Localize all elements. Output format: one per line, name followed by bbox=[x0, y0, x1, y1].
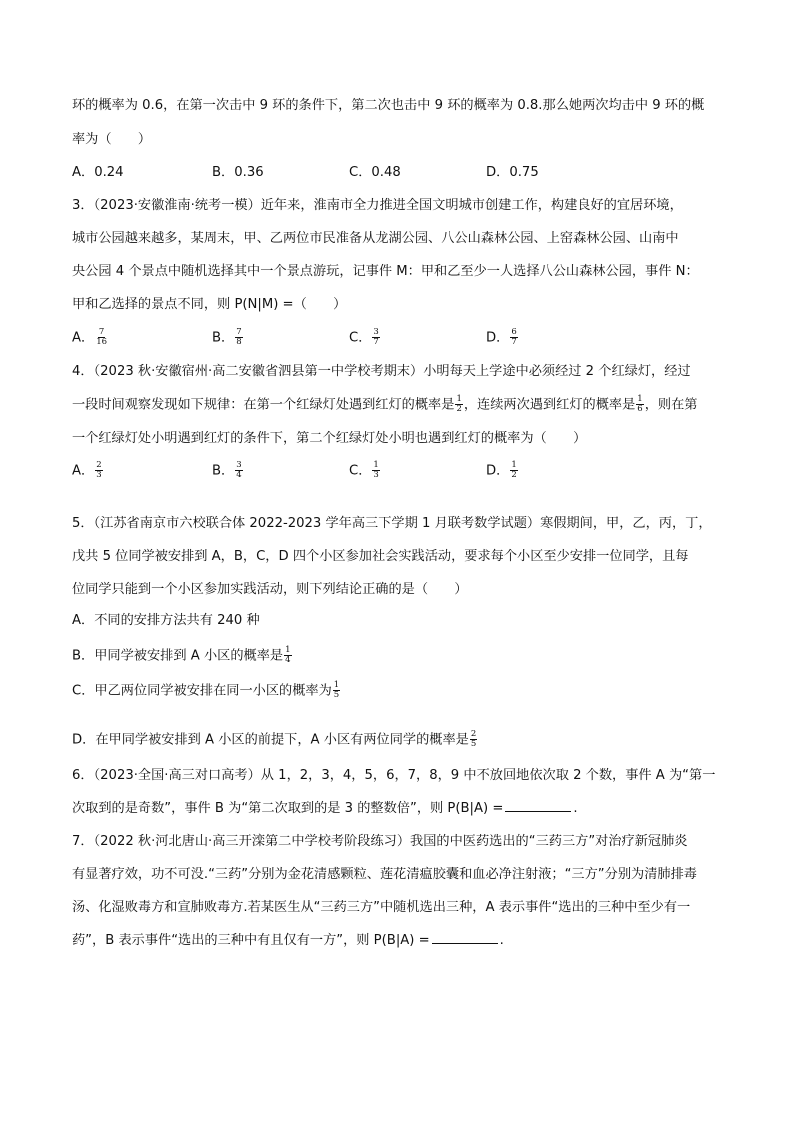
option-label: D． bbox=[486, 463, 510, 479]
option-label: A． bbox=[72, 463, 95, 479]
q5-option-b-text: B．甲同学被安排到 A 小区的概率是 bbox=[72, 648, 284, 664]
q6-text: 次取到的是奇数”，事件 B 为“第二次取到的是 3 的整数倍”，则 P(B|A) = bbox=[72, 801, 504, 816]
q7-text: 药”，B 表示事件“选出的三种中有且仅有一方”，则 P(B|A) = bbox=[72, 933, 430, 948]
fraction: $\frac{1}{3}$ bbox=[373, 460, 379, 480]
answer-blank[interactable] bbox=[505, 799, 571, 812]
q4-text-a: 一段时间观察发现如下规律：在第一个红绿灯处遇到红灯的概率是 bbox=[72, 397, 455, 413]
fraction: $\frac{1}{2}$ bbox=[511, 460, 517, 480]
q4-option-b[interactable] bbox=[212, 461, 244, 482]
option-label: A． bbox=[72, 330, 95, 346]
q3-line-1: 3．（2023·安徽淮南·统考一模）近年来，淮南市全力推进全国文明城市创建工作，构建良好的宜居环境， bbox=[72, 198, 683, 213]
fraction: $\frac{2}{3}$ bbox=[96, 460, 102, 480]
fraction: $\frac{3}{4}$ bbox=[236, 460, 242, 480]
fraction: $\frac{1}{2}$ bbox=[456, 394, 462, 414]
q2-option-a[interactable]: A．0.24 bbox=[72, 165, 124, 180]
q3-option-a[interactable] bbox=[72, 328, 109, 349]
q5-option-c-text: C．甲乙两位同学被安排在同一小区的概率为 bbox=[72, 683, 332, 699]
fraction: $\frac{6}{7}$ bbox=[511, 327, 517, 347]
q5-option-b[interactable] bbox=[72, 646, 293, 667]
q5-line-1: 5．（江苏省南京市六校联合体 2022-2023 学年高三下学期 1 月联考数学试题）寒假期间，甲，乙，丙，丁， bbox=[72, 516, 712, 531]
fraction: $\frac{7}{8}$ bbox=[236, 327, 242, 347]
q7-period: . bbox=[499, 933, 504, 948]
option-label: B． bbox=[212, 330, 235, 346]
q3-line-2: 城市公园越来越多，某周末，甲、乙两位市民准备从龙湖公园、八公山森林公园、上窑森林公园、山南中 bbox=[72, 231, 679, 246]
q5-option-d[interactable] bbox=[72, 730, 478, 751]
q7-line-3: 汤、化湿败毒方和宣肺败毒方.若某医生从“三药三方”中随机选出三种，A 表示事件“选出的三种中至少有一 bbox=[72, 900, 691, 915]
q3-option-b[interactable] bbox=[212, 328, 244, 349]
q3-option-d[interactable] bbox=[486, 328, 519, 349]
q4-text-c: ，则在第 bbox=[644, 397, 698, 413]
q3-line-3: 央公园 4 个景点中随机选择其中一个景点游玩，记事件 M：甲和乙至少一人选择八公山森林公园，事件 N： bbox=[72, 264, 699, 279]
fraction: $\frac{1}{6}$ bbox=[637, 394, 643, 414]
q2-option-c[interactable]: C．0.48 bbox=[349, 165, 401, 180]
q4-text-b: ，连续两次遇到红灯的概率是 bbox=[463, 397, 636, 413]
q5-line-2: 戊共 5 位同学被安排到 A，B，C，D 四个小区参加社会实践活动，要求每个小区至少安排一位同学，且每 bbox=[72, 549, 689, 564]
q2-option-b[interactable]: B．0.36 bbox=[212, 165, 264, 180]
answer-blank[interactable] bbox=[432, 931, 498, 944]
q6-line-1: 6．（2023·全国·高三对口高考）从 1，2，3，4，5，6，7，8，9 中不放回地依次取 2 个数，事件 A 为“第一 bbox=[72, 768, 716, 783]
option-label: B． bbox=[212, 463, 235, 479]
q5-line-3: 位同学只能到一个小区参加实践活动，则下列结论正确的是（ ） bbox=[72, 582, 468, 597]
q4-option-c[interactable] bbox=[349, 461, 381, 482]
fraction: $\frac{1}{5}$ bbox=[333, 680, 340, 700]
fraction: $\frac{1}{4}$ bbox=[285, 645, 291, 665]
q4-option-d[interactable] bbox=[486, 461, 519, 482]
q2-line-2: 率为（ ） bbox=[72, 132, 152, 147]
q3-line-4: 甲和乙选择的景点不同，则 P(N|M) =（ ） bbox=[72, 297, 347, 312]
q6-line-2 bbox=[72, 799, 578, 819]
fraction: $\frac{2}{5}$ bbox=[470, 729, 477, 749]
q5-option-d-text: D．在甲同学被安排到 A 小区的前提下，A 小区有两位同学的概率是 bbox=[72, 732, 469, 748]
q5-option-c[interactable] bbox=[72, 681, 341, 702]
fraction: $\frac{3}{7}$ bbox=[373, 327, 379, 347]
q4-line-3: 一个红绿灯处小明遇到红灯的条件下，第二个红绿灯处小明也遇到红灯的概率为（ ） bbox=[72, 431, 587, 446]
q7-line-4 bbox=[72, 931, 504, 951]
option-label: C． bbox=[349, 463, 372, 479]
q5-option-a[interactable]: A．不同的安排方法共有 240 种 bbox=[72, 613, 260, 628]
q2-line-1: 环的概率为 0.6，在第一次击中 9 环的条件下，第二次也击中 9 环的概率为 0.8.那么她两次均击中 9 环的概 bbox=[72, 98, 705, 113]
q3-option-c[interactable] bbox=[349, 328, 381, 349]
option-label: D． bbox=[486, 330, 510, 346]
q4-option-a[interactable] bbox=[72, 461, 104, 482]
fraction: $\frac{7}{16}$ bbox=[96, 327, 108, 347]
option-label: C． bbox=[349, 330, 372, 346]
q6-period: . bbox=[573, 801, 578, 816]
q2-option-d[interactable]: D．0.75 bbox=[486, 165, 539, 180]
q7-line-1: 7．（2022 秋·河北唐山·高三开滦第二中学校考阶段练习）我国的中医药选出的“三药三方”对治疗新冠肺炎 bbox=[72, 834, 688, 849]
q7-line-2: 有显著疗效，功不可没.“三药”分别为金花清感颗粒、莲花清瘟胶囊和血必净注射液；“三方”分别为清肺排毒 bbox=[72, 867, 697, 882]
q4-line-2 bbox=[72, 395, 697, 416]
q4-line-1: 4．（2023 秋·安徽宿州·高二安徽省泗县第一中学校考期末）小明每天上学途中必须经过 2 个红绿灯，经过 bbox=[72, 364, 691, 379]
